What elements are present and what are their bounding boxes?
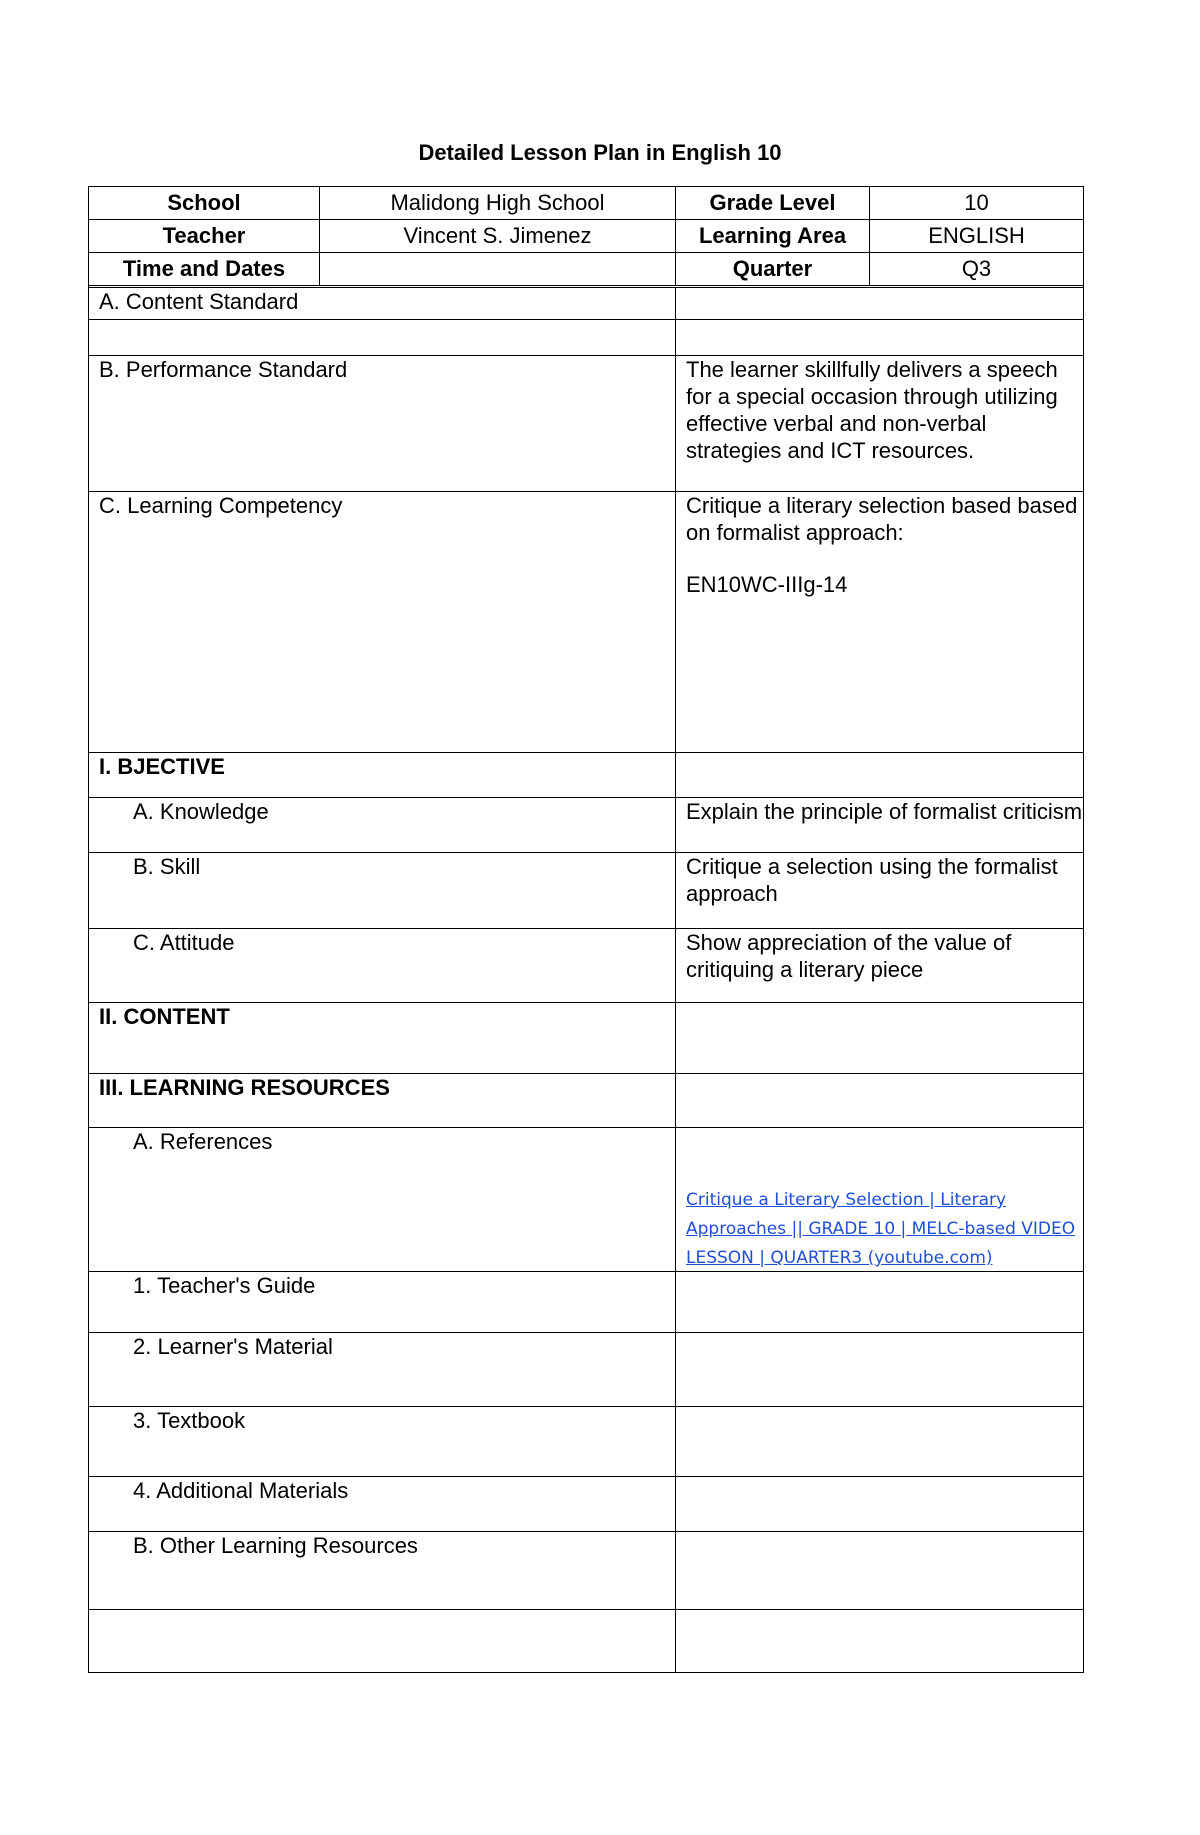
time-dates-value	[320, 253, 676, 286]
content-heading: II. CONTENT	[89, 1003, 676, 1074]
learning-competency-cell	[676, 492, 1084, 753]
school-row	[89, 187, 1084, 220]
time-row	[89, 253, 1084, 286]
learning-competency-value: Critique a literary selection based based on formalist approach:	[686, 493, 1078, 545]
blank-cell-right	[676, 1610, 1084, 1673]
performance-standard-row	[89, 356, 1084, 492]
content-row	[89, 1003, 1084, 1074]
additional-materials-value	[676, 1477, 1084, 1532]
learning-resources-heading: III. LEARNING RESOURCES	[89, 1074, 676, 1128]
reference-link-wrap	[686, 1184, 1083, 1271]
objective-value	[676, 753, 1084, 798]
references-cell	[676, 1128, 1084, 1272]
teacher-row	[89, 220, 1084, 253]
objective-heading: I. BJECTIVE	[89, 753, 676, 798]
quarter-value: Q3	[870, 253, 1084, 286]
reference-video-link[interactable]: Critique a Literary Selection | Literary Approaches || GRADE 10 | MELC-based VIDEO LESSON | QUARTER3 (youtube.com)	[686, 1190, 1076, 1268]
knowledge-label: A. Knowledge	[89, 798, 676, 853]
skill-label: B. Skill	[89, 853, 676, 929]
learning-competency-label: C. Learning Competency	[89, 492, 676, 753]
teacher-value: Vincent S. Jimenez	[320, 220, 676, 253]
time-dates-label: Time and Dates	[89, 253, 320, 286]
textbook-value	[676, 1407, 1084, 1477]
blank-row	[89, 1610, 1084, 1673]
knowledge-row	[89, 798, 1084, 853]
performance-standard-label: B. Performance Standard	[89, 356, 676, 492]
references-row	[89, 1128, 1084, 1272]
teachers-guide-row	[89, 1272, 1084, 1333]
lesson-plan-table	[88, 287, 1084, 1673]
learning-resources-row	[89, 1074, 1084, 1128]
teachers-guide-label: 1. Teacher's Guide	[89, 1272, 676, 1333]
textbook-row	[89, 1407, 1084, 1477]
attitude-value: Show appreciation of the value of critiquing a literary piece	[676, 929, 1084, 1003]
grade-level-value: 10	[870, 187, 1084, 220]
learning-area-label: Learning Area	[676, 220, 870, 253]
page-title: Detailed Lesson Plan in English 10	[418, 140, 782, 165]
content-standard-value	[676, 288, 1084, 356]
blank-cell-left	[89, 1610, 676, 1673]
skill-value: Critique a selection using the formalist approach	[676, 853, 1084, 929]
grade-level-label: Grade Level	[676, 187, 870, 220]
textbook-label: 3. Textbook	[89, 1407, 676, 1477]
attitude-label: C. Attitude	[89, 929, 676, 1003]
quarter-label: Quarter	[676, 253, 870, 286]
references-label: A. References	[89, 1128, 676, 1272]
spacer	[686, 546, 1083, 571]
learners-material-row	[89, 1333, 1084, 1407]
knowledge-value: Explain the principle of formalist criticism	[676, 798, 1084, 853]
learning-competency-row	[89, 492, 1084, 753]
teacher-label: Teacher	[89, 220, 320, 253]
additional-materials-label: 4. Additional Materials	[89, 1477, 676, 1532]
learners-material-value	[676, 1333, 1084, 1407]
content-standard-label: A. Content Standard	[89, 288, 676, 356]
school-value: Malidong High School	[320, 187, 676, 220]
other-resources-row	[89, 1532, 1084, 1610]
learning-resources-value	[676, 1074, 1084, 1128]
skill-row	[89, 853, 1084, 929]
attitude-row	[89, 929, 1084, 1003]
other-resources-value	[676, 1532, 1084, 1610]
learners-material-label: 2. Learner's Material	[89, 1333, 676, 1407]
performance-standard-value: The learner skillfully delivers a speech for a special occasion through utilizing effective verbal and non-verbal strategies and ICT resources.	[676, 356, 1084, 492]
other-resources-label: B. Other Learning Resources	[89, 1532, 676, 1610]
objective-row	[89, 753, 1084, 798]
learning-area-value: ENGLISH	[870, 220, 1084, 253]
additional-materials-row	[89, 1477, 1084, 1532]
learning-competency-code: EN10WC-IIIg-14	[686, 572, 848, 597]
teachers-guide-value	[676, 1272, 1084, 1333]
content-value	[676, 1003, 1084, 1074]
content-standard-row	[89, 288, 1084, 356]
school-label: School	[89, 187, 320, 220]
